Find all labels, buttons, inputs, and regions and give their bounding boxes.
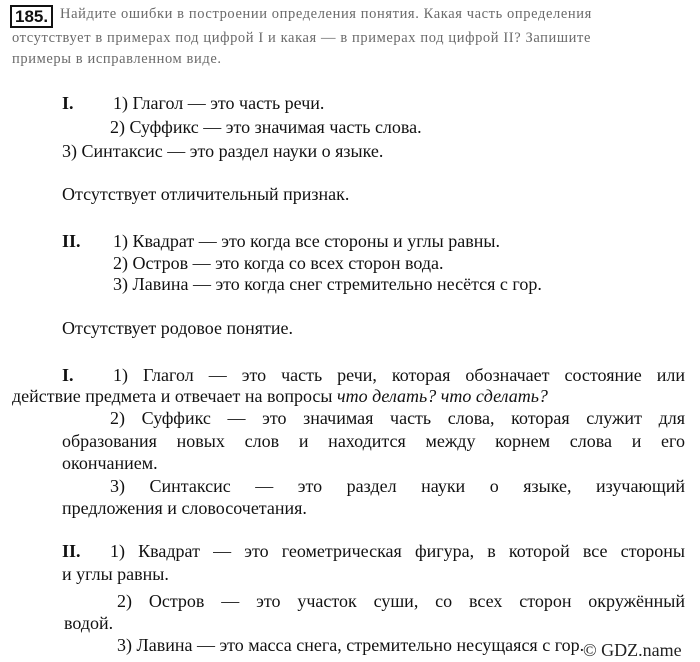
corrected2-roman: II. xyxy=(62,541,81,561)
part1-roman: I. xyxy=(62,93,74,113)
corrected1-item-2-line-2: образования новых слов и находится между корнем слова и его xyxy=(62,431,685,451)
corrected2-item-1-line-2: и углы равны. xyxy=(62,564,169,584)
part2-roman: II. xyxy=(62,231,81,251)
corrected1-roman: I. xyxy=(62,365,74,385)
part2-conclusion: Отсутствует родовое понятие. xyxy=(62,318,294,338)
task-text-line-1: Найдите ошибки в построении определения понятия. Какая часть определения xyxy=(60,6,592,22)
corrected2-item-2-line-1: 2) Остров — это участок суши, со всех сторон окружённый xyxy=(117,591,685,611)
part2-item-3: 3) Лавина — это когда снег стремительно несётся с гор. xyxy=(113,274,542,294)
corrected1-item-1-line-2 xyxy=(12,385,548,407)
corrected1-item-2-line-3: окончанием. xyxy=(62,453,158,473)
part2-item-2: 2) Остров — это когда со всех сторон вода. xyxy=(113,253,444,273)
corrected1-item-1-line-1: 1) Глагол — это часть речи, которая обозначает состояние или xyxy=(113,365,685,385)
part1-item-3: 3) Синтаксис — это раздел науки о языке. xyxy=(62,141,384,161)
task-number: 185. xyxy=(10,5,53,28)
task-text-line-3: примеры в исправленном виде. xyxy=(12,51,222,67)
corrected1-item-3-line-2: предложения и словосочетания. xyxy=(62,498,307,518)
corrected2-item-3-line-1: 3) Лавина — это масса снега, стремительно несущаяся с гор. xyxy=(117,635,585,655)
corrected1-item-3-line-1: 3) Синтаксис — это раздел науки о языке, изучающий xyxy=(110,476,685,496)
part1-item-1: 1) Глагол — это часть речи. xyxy=(113,93,325,113)
corrected2-item-2-line-2: водой. xyxy=(64,613,114,633)
task-text-line-2: отсутствует в примерах под цифрой I и какая — в примерах под цифрой II? Запишите xyxy=(12,30,591,46)
corrected1-item-1-text: действие предмета и отвечает на вопросы xyxy=(12,386,338,406)
part1-conclusion: Отсутствует отличительный признак. xyxy=(62,184,350,204)
part1-item-2: 2) Суффикс — это значимая часть слова. xyxy=(110,117,422,137)
corrected1-item-1-questions: что делать? что сделать? xyxy=(337,386,548,406)
watermark: © GDZ.name xyxy=(583,640,682,660)
corrected2-item-1-line-1: 1) Квадрат — это геометрическая фигура, в которой все стороны xyxy=(110,541,685,561)
corrected1-item-2-line-1: 2) Суффикс — это значимая часть слова, которая служит для xyxy=(110,408,685,428)
part2-item-1: 1) Квадрат — это когда все стороны и углы равны. xyxy=(113,231,500,251)
